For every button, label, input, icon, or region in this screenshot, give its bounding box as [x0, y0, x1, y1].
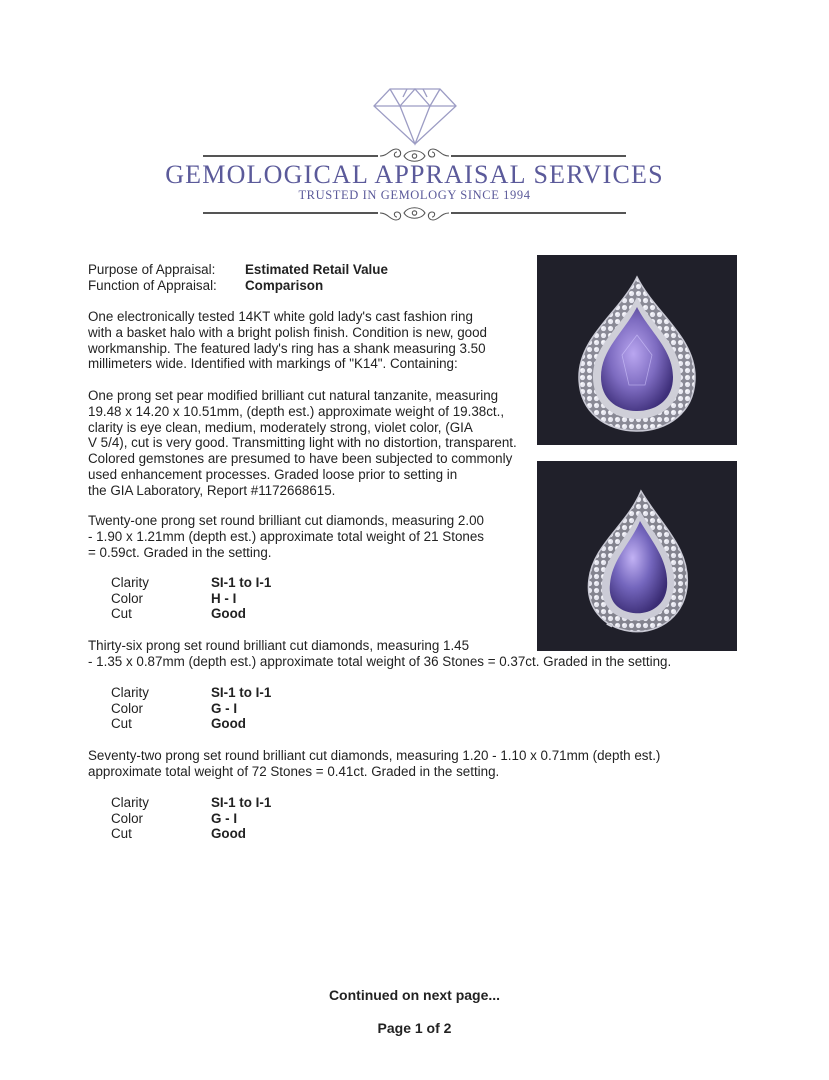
text-line: One prong set pear modified brilliant cut natural tanzanite, measuring: [88, 388, 499, 403]
grade-row: [111, 591, 271, 607]
grade-value: H - I: [211, 590, 237, 606]
grade-value: G - I: [211, 700, 238, 716]
company-tagline: TRUSTED IN GEMOLOGY SINCE 1994: [298, 188, 531, 202]
bottom-flourish-ornament: [378, 202, 451, 224]
text-line: millimeters wide. Identified with markings of "K14". Containing:: [88, 356, 458, 372]
grade-value: SI-1 to I-1: [211, 685, 272, 700]
grade-key: Color: [111, 590, 143, 606]
grade-value: SI-1 to I-1: [211, 795, 272, 810]
diamonds-group-2-grades: [111, 685, 271, 732]
top-rule-left: [203, 155, 378, 157]
purpose-label: Purpose of Appraisal:: [88, 262, 216, 277]
text-line: - 1.35 x 0.87mm (depth est.) approximate total weight of 36 Stones = 0.37ct. Graded in the setting.: [88, 653, 672, 669]
top-rule-right: [451, 155, 626, 157]
diamonds-group-1-grades: [111, 575, 271, 622]
diamonds-group-3-grades: [111, 795, 271, 842]
function-row: [88, 278, 323, 293]
text-line: the GIA Laboratory, Report #1172668615.: [88, 482, 336, 498]
text-line: with a basket halo with a bright polish finish. Condition is new, good: [88, 324, 487, 340]
center-stone-description: [88, 388, 517, 499]
text-line: - 1.90 x 1.21mm (depth est.) approximate total weight of 21 Stones: [88, 528, 484, 544]
grade-row: [111, 826, 271, 842]
grade-row: [111, 795, 271, 811]
text-line: used enhancement processes. Graded loose prior to setting in: [88, 466, 458, 482]
grade-row: [111, 685, 271, 701]
text-line: = 0.59ct. Graded in the setting.: [88, 544, 272, 560]
text-line: Seventy-two prong set round brilliant cut diamonds, measuring 1.20 - 1.10 x 0.71mm (depth est.): [88, 748, 661, 763]
grade-key: Cut: [111, 606, 132, 622]
text-line: approximate total weight of 72 Stones = 0.41ct. Graded in the setting.: [88, 763, 500, 779]
text-line: Thirty-six prong set round brilliant cut diamonds, measuring 1.45: [88, 638, 470, 653]
grade-key: Cut: [111, 826, 132, 842]
ring-front-illustration: [537, 255, 737, 445]
grade-key: Clarity: [111, 795, 149, 810]
text-line: V 5/4), cut is very good. Transmitting light with no distortion, transparent.: [88, 435, 517, 451]
grade-key: Clarity: [111, 575, 149, 590]
company-name: GEMOLOGICAL APPRAISAL SERVICES: [165, 160, 664, 189]
grade-key: Color: [111, 700, 143, 716]
grade-row: [111, 575, 271, 591]
purpose-value: Estimated Retail Value: [245, 262, 388, 277]
grade-value: Good: [211, 826, 246, 842]
text-line: Colored gemstones are presumed to have been subjected to commonly: [88, 451, 513, 467]
letterhead: [0, 0, 829, 240]
ring-description: [88, 309, 487, 372]
diamonds-group-3-description: [88, 748, 660, 780]
ring-photo-front: [537, 255, 737, 445]
diamond-logo-icon: [372, 86, 458, 146]
text-line: workmanship. The featured lady's ring has a shank measuring 3.50: [88, 340, 486, 356]
grade-value: G - I: [211, 810, 238, 826]
grade-key: Clarity: [111, 685, 149, 700]
grade-value: Good: [211, 606, 246, 622]
bottom-rule-right: [451, 212, 626, 214]
text-line: clarity is eye clean, medium, moderately strong, violet color, (GIA: [88, 419, 473, 435]
bottom-rule-left: [203, 212, 378, 214]
purpose-row: [88, 262, 388, 277]
grade-row: [111, 606, 271, 622]
function-label: Function of Appraisal:: [88, 278, 217, 293]
grade-row: [111, 811, 271, 827]
grade-value: Good: [211, 716, 246, 732]
continued-note: Continued on next page...: [328, 987, 501, 1003]
page-number: Page 1 of 2: [377, 1020, 452, 1036]
diamonds-group-1-description: [88, 513, 484, 560]
text-line: Twenty-one prong set round brilliant cut diamonds, measuring 2.00: [88, 513, 484, 528]
ring-photo-angled: [537, 461, 737, 651]
text-line: One electronically tested 14KT white gold lady's cast fashion ring: [88, 309, 473, 324]
grade-value: SI-1 to I-1: [211, 575, 272, 590]
function-value: Comparison: [245, 278, 324, 293]
text-line: 19.48 x 14.20 x 10.51mm, (depth est.) approximate weight of 19.38ct.,: [88, 403, 505, 419]
grade-row: [111, 716, 271, 732]
grade-row: [111, 701, 271, 717]
ring-angled-illustration: [537, 461, 737, 651]
grade-key: Cut: [111, 716, 132, 732]
grade-key: Color: [111, 810, 143, 826]
